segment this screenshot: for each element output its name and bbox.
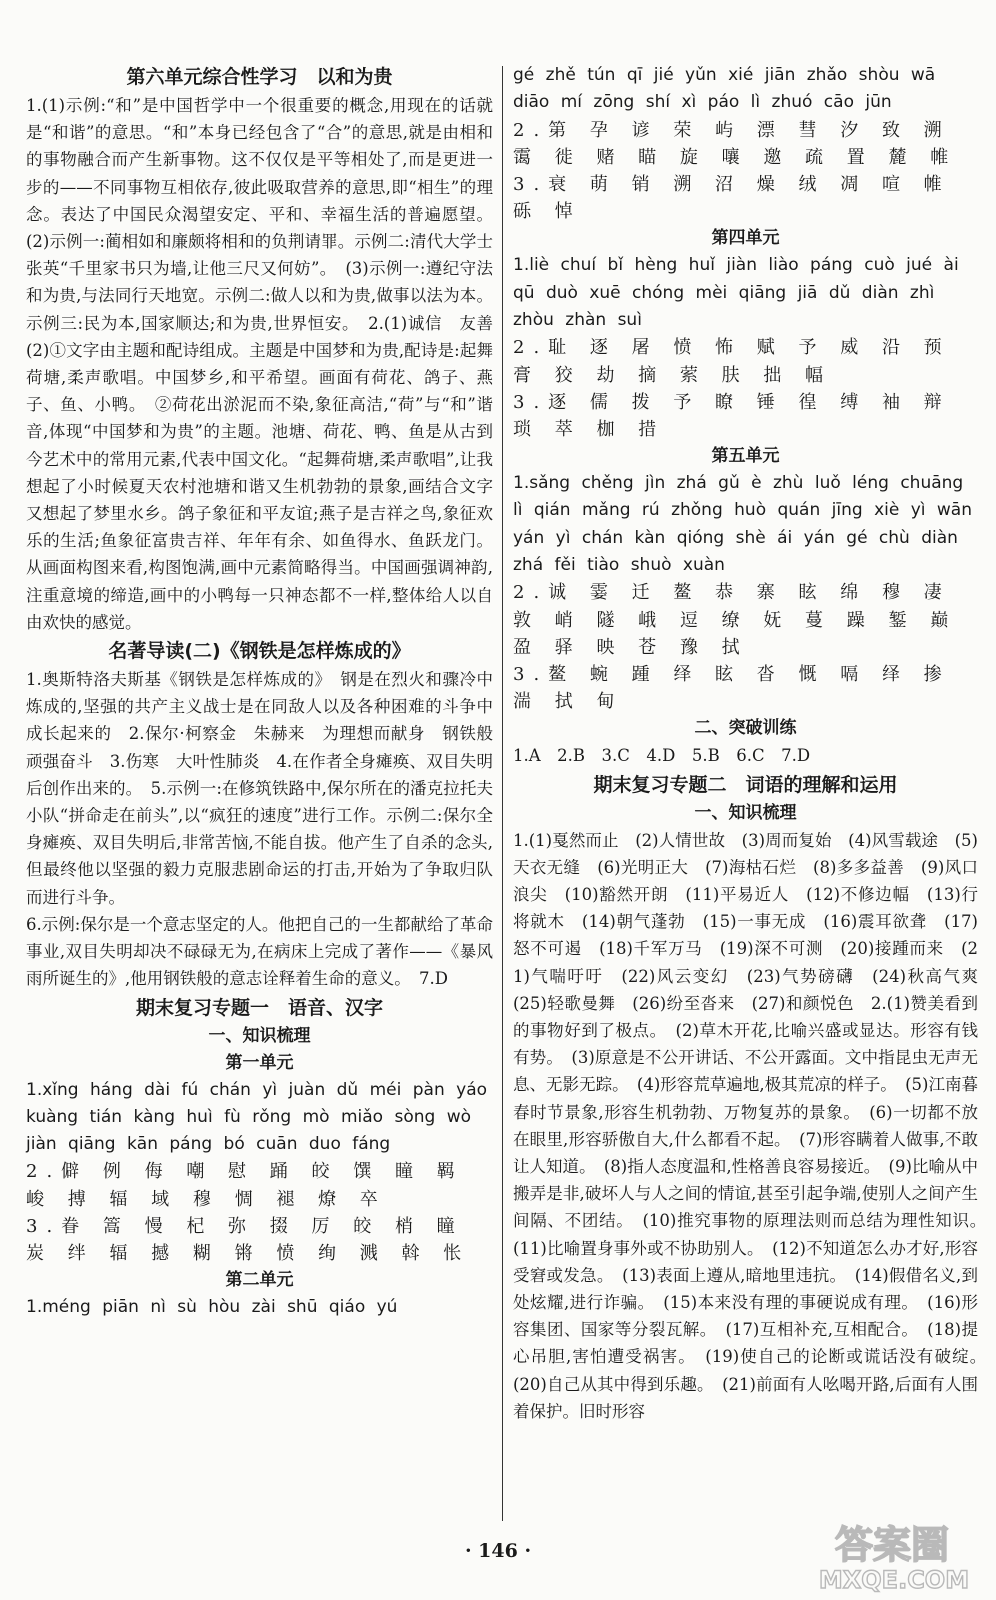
section-heading: 二、突破训练 bbox=[694, 718, 797, 739]
character-line: 3.逐 儒 拨 予 瞭 锤 徨 缚 袖 辩 琐 萃 枷 措 bbox=[513, 391, 951, 440]
character-line: 3.衰 萌 销 溯 沼 燥 绒 凋 喧 帷 砾 悼 bbox=[513, 174, 951, 223]
section-heading: 第四单元 bbox=[711, 228, 780, 249]
answer-paragraph: 1.(1)示例:“和”是中国哲学中一个很重要的概念,用现在的话就是“和谐”的意思。“和”本身已经包含了“合”的意思,就是由相和的事物融合而产生新事物。这不仅仅是平等相处了,而是更进一步的——不同事物互相依存,彼此吸取营养的意思,即“相生”的理念。表达了中国民众渴望安定、平和、幸福生活的普遍愿望。(2)示例一:蔺相如和廉颇将相和的负荆请罪。示例二:清代大学士张英“千里家书只为墙,让他三尺又何妨”。 (3)示例一:遵纪守法和为贵,与法同行天地宽。示例二:做人以和为贵,做事以法为本。示例三:民为本,国家顺达;和为贵,世界恒安。 2.(1)诚信 友善 (2)①文字由主题和配诗组成。主题是中国梦和为贵,配诗是:起舞荷塘,柔声歌唱。中国梦乡,和平希望。画面有荷花、鸽子、燕子、鱼、小鸭。 ②荷花出淤泥而不染,象征高洁,“荷”与“和”谐音,体现“中国梦和为贵”的主题。池塘、荷花、鸭、鱼是从古到今艺术中的常用元素,代表中国文化。“起舞荷塘,柔声歌唱”,让我想起了小时候夏天农村池塘和谐又生机勃勃的景象,画结合文字又想起了梦里水乡。鸽子象征和平友谊;燕子是吉祥之鸟,象征欢乐的生活;鱼象征富贵吉祥、年年有余、如鱼得水、鱼跃龙门。从画面构图来看,构图饱满,画中元素简略得当。中国画强调神韵,注重意境的缔造,画中的小鸭每一只神态都不一样,整体给人以自由欢快的感觉。 bbox=[26, 96, 510, 632]
pinyin-line: 1.xǐng háng dài fú chán yì juàn dǔ méi pàn yáo kuàng tián kàng huì fù rǒng mò miǎo sòng wò jiàn qiāng kān páng bó cuān duo fáng bbox=[26, 1079, 488, 1155]
watermark-logo bbox=[812, 1516, 982, 1594]
column-divider bbox=[502, 66, 503, 1521]
section-heading: 第五单元 bbox=[711, 446, 780, 467]
character-line: 3.眷 篙 慢 杞 弥 掇 厉 皎 梢 瞳 炭 绊 辐 撼 糊 锵 愤 绚 溅 斡 怅 bbox=[26, 1215, 471, 1264]
answer-paragraph: 6.示例:保尔是一个意志坚定的人。他把自己的一生都献给了革命事业,双目失明却决不碌碌无为,在病床上完成了著作——《暴风雨所诞生的》,他用钢铁般的意志诠释着生命的意义。 7.D bbox=[26, 914, 493, 989]
section-heading: 一、知识梳理 bbox=[694, 802, 797, 823]
watermark-brand-text: 答案圈 bbox=[834, 1523, 950, 1567]
section-heading: 一、知识梳理 bbox=[208, 1025, 311, 1046]
page-number: · 146 · bbox=[464, 1540, 532, 1562]
section-heading: 期末复习专题一 语音、汉字 bbox=[135, 996, 383, 1019]
character-line: 2.第 孕 谚 荣 屿 漂 彗 汐 致 溯 霭 徙 赌 瞄 旋 嚷 邀 疏 置 麓 帷 bbox=[513, 119, 958, 168]
watermark-domain-text: MXQE.COM bbox=[818, 1566, 970, 1594]
character-line: 3.鳌 蜿 踵 绎 眩 沓 慨 嗝 绎 掺 湍 拭 甸 bbox=[513, 663, 951, 713]
watermark-logo-graphic bbox=[812, 1516, 982, 1594]
pinyin-line: gé zhě tún qī jié yǔn xié jiān zhǎo shòu wā diāo mí zōng shí xì páo lì zhuó cāo jūn bbox=[513, 65, 936, 113]
right-column bbox=[513, 62, 995, 1425]
pinyin-line: 1.méng piān nì sù hòu zài shū qiáo yú bbox=[26, 1297, 398, 1318]
section-heading: 第一单元 bbox=[225, 1052, 294, 1073]
section-heading: 期末复习专题二 词语的理解和运用 bbox=[593, 773, 898, 796]
character-line: 2.僻 例 侮 嘲 慰 踊 皎 馔 瞳 羁 峻 搏 辐 域 穆 惆 褪 燎 卒 bbox=[26, 1161, 464, 1210]
character-line: 2.诚 霎 迁 鳌 恭 寨 眩 绵 穆 凄 敦 峭 隧 峨 逗 缭 妩 蔓 躁 錾 巅 盈 驿 映 苍 豫 拭 bbox=[513, 582, 958, 658]
pinyin-line: 1.sǎng chěng jìn zhá gǔ è zhù luǒ léng chuāng lì qián mǎng rú zhǒng huò quán jīng xiè yì wān yán yì chán kàn qióng shè ái yán gé chù diàn zhá fěi tiào shuò xuàn bbox=[513, 473, 973, 575]
pinyin-line: 1.liè chuí bǐ hèng huǐ jiàn liào páng cuò jué ài qū duò xuē chóng mèi qiāng jiā dǔ diàn zhì zhòu zhàn suì bbox=[513, 255, 959, 330]
answer-paragraph: 1.(1)戛然而止 (2)人情世故 (3)周而复始 (4)风雪载途 (5)天衣无缝 (6)光明正大 (7)海枯石烂 (8)多多益善 (9)风口浪尖 (10)豁然开朗 (11)平易近人 (12)不修边幅 (13)行将就木 (14)朝气蓬勃 (15)一事无成 (16)震耳欲聋 (17)怒不可遏 (18)千军万马 (19)深不可测 (20)接踵而来 (21)气喘吁吁 (22)风云变幻 (23)气势磅礴 (24)秋高气爽 (25)轻歌曼舞 (26)纷至沓来 (27)和颜悦色 2.(1)赞美看到的事物好到了极点。 (2)草木开花,比喻兴盛或显达。形容有钱有势。 (3)原意是不公开讲话、不公开露面。文中指昆虫无声无息、无影无踪。 (4)形容荒草遍地,极其荒凉的样子。 (5)江南暮春时节景象,形容生机勃勃、万物复苏的景象。 (6)一切都不放在眼里,形容骄傲自大,什么都看不起。 (7)形容瞒着人做事,不敢让人知道。 (8)指人态度温和,性格善良容易接近。 (9)比喻从中搬弄是非,破坏人与人之间的情谊,甚至引起争端,使别人之间产生间隔、不团结。 (10)推究事物的原理法则而总结为理性知识。 (11)比喻置身事外或不协助别人。 (12)不知道怎么办才好,形容受窘或发急。 (13)表面上遵从,暗地里违抗。 (14)假借名义,到处炫耀,进行诈骗。 (15)本来没有理的事硬说成有理。 (16)形容集团、国家等分裂瓦解。 (17)互相补充,互相配合。 (18)提心吊胆,害怕遭受祸害。 (19)使自己的论断或谎话没有破绽。 (20)自己从其中得到乐趣。 (21)前面有人吆喝开路,后面有人围着保护。旧时形容 bbox=[513, 830, 995, 1421]
character-line: 2.耻 逐 屠 愤 怖 赋 予 威 沿 预 膏 狡 劫 摘 萦 肤 拙 幅 bbox=[513, 337, 951, 386]
section-heading: 第二单元 bbox=[225, 1270, 294, 1291]
left-column bbox=[26, 62, 510, 1322]
answer-paragraph: 1.A 2.B 3.C 4.D 5.B 6.C 7.D bbox=[513, 746, 811, 766]
section-heading: 第六单元综合性学习 以和为贵 bbox=[126, 66, 393, 88]
section-heading: 名著导读(二)《钢铁是怎样炼成的》 bbox=[108, 640, 411, 663]
answer-paragraph: 1.奥斯特洛夫斯基《钢铁是怎样炼成的》 钢是在烈火和骤冷中炼成的,坚强的共产主义战士是在同敌人以及各种困难的斗争中成长起来的 2.保尔·柯察金 朱赫来 为理想而献身 钢铁般 顽强奋斗 3.伤寒 大叶性肺炎 4.在作者全身瘫痪、双目失明后创作出来的。 5.示例一:在修筑铁路中,保尔所在的潘克拉托夫小队“拼命走在前头”,以“疯狂的速度”进行工作。示例二:保尔全身瘫痪、双目失明后,非常苦恼,不能自拔。他产生了自杀的念头,但最终他以坚强的毅力克服悲剧命运的打击,开始为了争取归队而进行斗争。 bbox=[26, 670, 510, 907]
